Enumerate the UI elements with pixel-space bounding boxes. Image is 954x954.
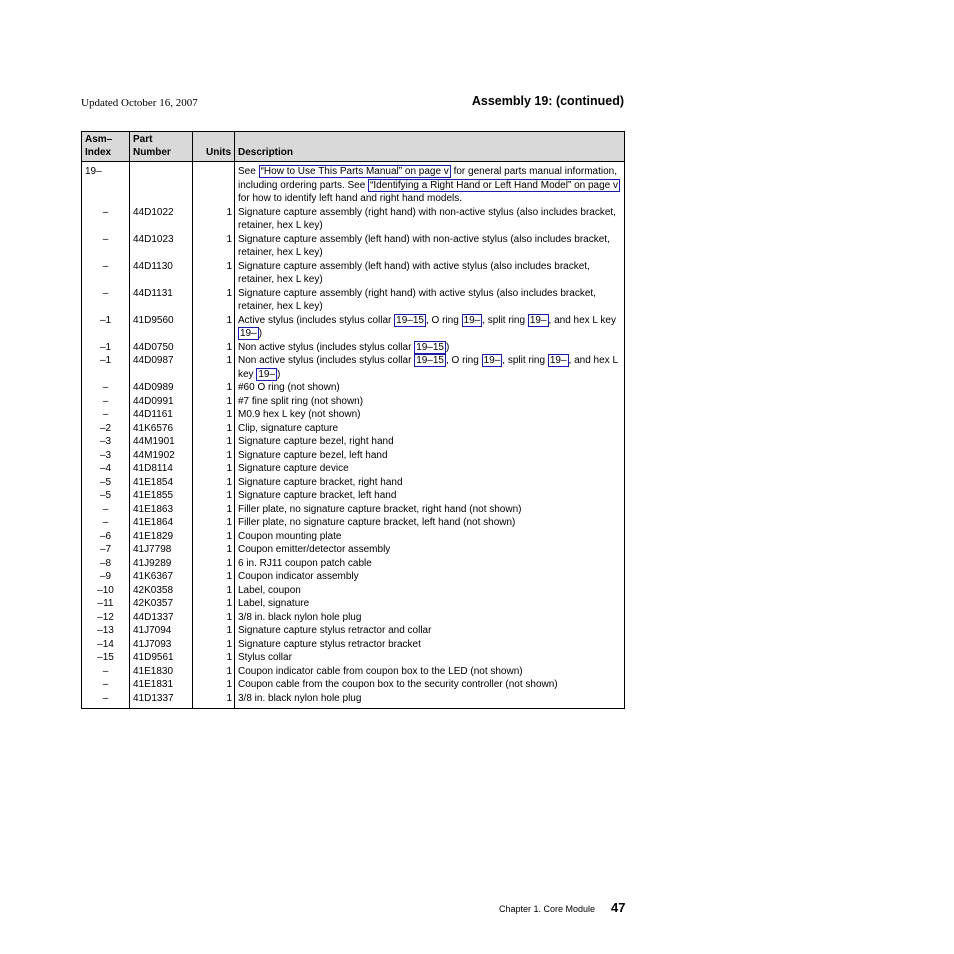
- link-ref[interactable]: 19–: [258, 368, 276, 380]
- table-row: [82, 638, 625, 652]
- table-row: [82, 314, 625, 341]
- asm-index: –3: [99, 449, 112, 461]
- header-units: Units: [193, 132, 235, 162]
- part-number: 44D0750: [130, 341, 193, 355]
- units: 1: [193, 233, 235, 260]
- units: 1: [193, 476, 235, 490]
- units: 1: [193, 260, 235, 287]
- description: Coupon emitter/detector assembly: [235, 543, 625, 557]
- description: Coupon indicator assembly: [235, 570, 625, 584]
- part-number: 41J7093: [130, 638, 193, 652]
- asm-index: –: [102, 503, 109, 515]
- description: See “How to Use This Parts Manual” on page v for general parts manual information, including ordering parts. See “Identifying a Right Hand or Left Hand Model” on page v for how to identify left hand and right hand models.: [235, 162, 625, 206]
- table-row: [82, 381, 625, 395]
- asm-index: –7: [99, 544, 112, 555]
- table-row: [82, 206, 625, 233]
- table-row: [82, 530, 625, 544]
- units: 1: [193, 314, 235, 341]
- asm-index: –11: [97, 598, 114, 609]
- asm-index: –5: [99, 476, 112, 488]
- table-row: [82, 435, 625, 449]
- description: Signature capture bracket, left hand: [235, 489, 625, 503]
- description: 6 in. RJ11 coupon patch cable: [235, 557, 625, 571]
- footer-chapter: Chapter 1. Core Module: [499, 904, 596, 914]
- units: 1: [193, 516, 235, 530]
- part-number: 44D1337: [130, 611, 193, 625]
- description: Non active stylus (includes stylus collar 19–15 ): [235, 341, 625, 355]
- units: 1: [193, 638, 235, 652]
- description: Active stylus (includes stylus collar 19–15 , O ring 19– , split ring 19– , and hex L key 19– ): [235, 314, 625, 341]
- description: Signature capture device: [235, 462, 625, 476]
- description: Coupon indicator cable from coupon box to the LED (not shown): [235, 665, 625, 679]
- units: 1: [193, 651, 235, 665]
- table-row: [82, 287, 625, 314]
- part-number: 44D1022: [130, 206, 193, 233]
- asm-index: –2: [99, 422, 112, 434]
- link-ref[interactable]: 19–: [463, 314, 481, 326]
- part-number: 44D0989: [130, 381, 193, 395]
- units: 1: [193, 624, 235, 638]
- units: 1: [193, 449, 235, 463]
- asm-index: –: [102, 665, 109, 677]
- table-row: [82, 449, 625, 463]
- asm-index: –14: [97, 638, 114, 650]
- description: Clip, signature capture: [235, 422, 625, 436]
- table-row: [82, 408, 625, 422]
- part-number: 44D0991: [130, 395, 193, 409]
- description: Signature capture stylus retractor and collar: [235, 624, 625, 638]
- table-row: [82, 462, 625, 476]
- part-number: 44M1902: [130, 449, 193, 463]
- table-row: [82, 233, 625, 260]
- description: Signature capture assembly (left hand) with active stylus (also includes bracket, retainer, hex L key): [235, 260, 625, 287]
- table-row: [82, 516, 625, 530]
- part-number: 41K6576: [130, 422, 193, 436]
- units: 1: [193, 570, 235, 584]
- link-ref[interactable]: 19–: [240, 328, 257, 339]
- table-row: [82, 611, 625, 625]
- description: Signature capture bracket, right hand: [235, 476, 625, 490]
- parts-table: [81, 131, 625, 709]
- description: Label, coupon: [235, 584, 625, 598]
- table-row: [82, 354, 625, 381]
- asm-index: –: [102, 679, 109, 690]
- asm-index: –: [102, 287, 109, 299]
- units: 1: [193, 678, 235, 692]
- description: 3/8 in. black nylon hole plug: [235, 692, 625, 709]
- part-number: 42K0358: [130, 584, 193, 598]
- part-number: 41D9561: [130, 651, 193, 665]
- units: 1: [193, 287, 235, 314]
- units: 1: [193, 665, 235, 679]
- updated-date: Updated October 16, 2007: [81, 97, 198, 109]
- units: [193, 162, 235, 206]
- part-number: 44D0987: [130, 354, 193, 381]
- asm-index: –4: [99, 463, 112, 474]
- part-number: 41K6367: [130, 570, 193, 584]
- part-number: 41E1830: [130, 665, 193, 679]
- part-number: 41E1863: [130, 503, 193, 517]
- asm-index: –1: [99, 341, 112, 353]
- description: Label, signature: [235, 597, 625, 611]
- assembly-title: Assembly 19: (continued): [471, 94, 624, 108]
- part-number: 44D1023: [130, 233, 193, 260]
- description: Signature capture assembly (right hand) with non-active stylus (also includes bracket, retainer, hex L key): [235, 206, 625, 233]
- table-row: [82, 543, 625, 557]
- units: 1: [193, 611, 235, 625]
- units: 1: [193, 395, 235, 409]
- part-number: 44M1901: [130, 435, 193, 449]
- asm-index: –: [102, 260, 109, 272]
- asm-index: –6: [99, 530, 112, 542]
- description: Signature capture assembly (right hand) with active stylus (also includes bracket, retainer, hex L key): [235, 287, 625, 314]
- units: 1: [193, 503, 235, 517]
- header-description: Description: [235, 132, 625, 162]
- table-row: [82, 489, 625, 503]
- part-number: 41D9560: [130, 314, 193, 341]
- link-ref[interactable]: 19–15: [396, 314, 424, 326]
- table-row: [82, 597, 625, 611]
- part-number: 41J9289: [130, 557, 193, 571]
- units: 1: [193, 381, 235, 395]
- part-number: 41J7798: [130, 543, 193, 557]
- table-row: [82, 557, 625, 571]
- asm-index: –9: [99, 571, 112, 582]
- description: Coupon mounting plate: [235, 530, 625, 544]
- units: 1: [193, 543, 235, 557]
- units: 1: [193, 408, 235, 422]
- units: 1: [193, 489, 235, 503]
- table-row: [82, 422, 625, 436]
- part-number: 41E1829: [130, 530, 193, 544]
- table-row: [82, 665, 625, 679]
- description: Filler plate, no signature capture bracket, left hand (not shown): [235, 516, 625, 530]
- asm-index: –10: [97, 584, 114, 596]
- description: Signature capture stylus retractor bracket: [235, 638, 625, 652]
- header-asm-index: Asm– Index: [82, 132, 130, 162]
- table-row: [82, 570, 625, 584]
- units: 1: [193, 206, 235, 233]
- description: #7 fine split ring (not shown): [235, 395, 625, 409]
- description: Coupon cable from the coupon box to the security controller (not shown): [235, 678, 625, 692]
- units: 1: [193, 422, 235, 436]
- asm-index: –5: [99, 490, 112, 501]
- part-number: 41D8114: [130, 462, 193, 476]
- description: Signature capture bezel, left hand: [235, 449, 625, 463]
- units: 1: [193, 584, 235, 598]
- part-number: 41E1864: [130, 516, 193, 530]
- table-header-row: [82, 132, 625, 162]
- link-identifying-hand-model[interactable]: “Identifying a Right Hand or Left Hand Model” on page v: [370, 179, 619, 191]
- asm-index: –8: [99, 557, 112, 569]
- link-ref[interactable]: 19–15: [416, 355, 444, 366]
- description: Non active stylus (includes stylus collar 19–15 , O ring 19– , split ring 19– , and hex L key 19– ): [235, 354, 625, 381]
- asm-index: –1: [99, 314, 112, 326]
- asm-index: –: [102, 692, 109, 704]
- description: Signature capture assembly (left hand) with non-active stylus (also includes bracket, retainer, hex L key): [235, 233, 625, 260]
- header-part-number: Part Number: [130, 132, 193, 162]
- asm-index: –13: [97, 625, 114, 636]
- units: 1: [193, 530, 235, 544]
- description: Signature capture bezel, right hand: [235, 435, 625, 449]
- part-number: [130, 162, 193, 206]
- table-row: [82, 624, 625, 638]
- link-ref[interactable]: 19–: [483, 355, 501, 366]
- part-number: 41J7094: [130, 624, 193, 638]
- part-number: 41D1337: [130, 692, 193, 709]
- asm-index: –15: [97, 652, 114, 663]
- units: 1: [193, 354, 235, 381]
- part-number: 44D1130: [130, 260, 193, 287]
- table-row: [82, 395, 625, 409]
- units: 1: [193, 597, 235, 611]
- table-row: [82, 503, 625, 517]
- units: 1: [193, 341, 235, 355]
- description: Filler plate, no signature capture bracket, right hand (not shown): [235, 503, 625, 517]
- asm-index: –3: [99, 436, 112, 447]
- asm-index: –: [102, 382, 109, 393]
- description: #60 O ring (not shown): [235, 381, 625, 395]
- units: 1: [193, 692, 235, 709]
- description: 3/8 in. black nylon hole plug: [235, 611, 625, 625]
- units: 1: [193, 435, 235, 449]
- part-number: 41E1855: [130, 489, 193, 503]
- table-row: [82, 476, 625, 490]
- table-row: [82, 260, 625, 287]
- table-row: [82, 341, 625, 355]
- table-row: [82, 651, 625, 665]
- asm-index: –: [102, 206, 109, 218]
- description: Stylus collar: [235, 651, 625, 665]
- table-row: [82, 162, 625, 206]
- link-how-to-use-manual[interactable]: “How to Use This Parts Manual” on page v: [260, 166, 449, 177]
- page-number: 47: [611, 900, 626, 915]
- part-number: 41E1831: [130, 678, 193, 692]
- units: 1: [193, 557, 235, 571]
- asm-index: –: [102, 517, 109, 528]
- description: M0.9 hex L key (not shown): [235, 408, 625, 422]
- asm-index: –1: [99, 355, 112, 366]
- part-number: 44D1161: [130, 408, 193, 422]
- part-number: 41E1854: [130, 476, 193, 490]
- part-number: 42K0357: [130, 597, 193, 611]
- table-row: [82, 584, 625, 598]
- link-ref[interactable]: 19–: [549, 355, 567, 366]
- part-number: 44D1131: [130, 287, 193, 314]
- units: 1: [193, 462, 235, 476]
- link-ref[interactable]: 19–: [529, 314, 547, 326]
- asm-index: 19–: [85, 166, 102, 177]
- table-row: [82, 678, 625, 692]
- asm-index: –: [102, 233, 109, 245]
- table-row: [82, 692, 625, 709]
- link-ref[interactable]: 19–15: [416, 341, 444, 353]
- asm-index: –: [102, 409, 109, 420]
- asm-index: –12: [97, 611, 114, 623]
- asm-index: –: [102, 395, 109, 407]
